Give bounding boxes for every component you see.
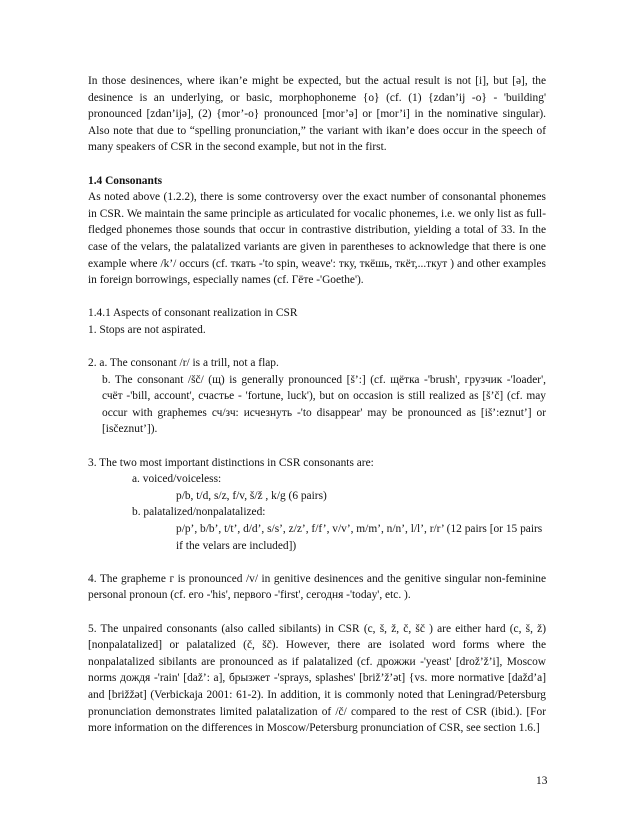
list-item-distinctions: 3. The two most important distinctions in CSR consonants are:: [88, 456, 374, 469]
distinction-voiced-pairs: p/b, t/d, s/z, f/v, š/ž , k/g (6 pairs): [176, 489, 327, 502]
page-body: [88, 73, 546, 737]
list-item-grapheme-g: 4. The grapheme г is pronounced /v/ in genitive desinences and the genitive singular non-feminine personal pronoun (cf. его -'his', первого -'first', сегодня -'today', etc. ).: [88, 572, 546, 602]
page-number: 13: [536, 775, 548, 787]
paragraph-ikane: In those desinences, where ikan’e might be expected, but the actual result is not [i], but [ə], the desinence is an underlying, or basic, morphophoneme {o} (cf. (1) {zdan’ij -o} - 'building' pronounced [zdan’ijə], (2) {mor’-o} pronounced [mor’ə] or [mor’i] in the nominative singular). Also note that due to “spelling pronunciation,” the variant with ikan’e does occur in the speech of many speakers of CSR in the second example, but not in the first.: [88, 75, 546, 154]
distinction-palatalized-pairs: p/p’, b/b’, t/t’, d/d’, s/s’, z/z’, f/f’, v/v’, m/m’, n/n’, l/l’, r/r’ (12 pairs [or 15 pairs if the velars are included]): [176, 523, 543, 552]
subsection-title: 1.4.1 Aspects of consonant realization in CSR: [88, 307, 298, 320]
list-item-trill: 2. a. The consonant /r/ is a trill, not a flap.: [88, 357, 279, 370]
list-item-shch: b. The consonant /šč/ (щ) is generally pronounced [š’:] (cf. щётка -'brush', грузчик -'loader', счёт -'bill, account', счастье - 'fortune, luck'), but on occasion is still realized as [š’č] (cf. may occur with graphemes сч/зч: исчезнуть -'to disappear' may be pronounced as [iš’:eznut’] or [isčeznut’]).: [102, 373, 546, 436]
distinction-voiced-label: a. voiced/voiceless:: [132, 473, 222, 486]
section-heading-consonants: 1.4 Consonants: [88, 174, 163, 187]
list-item-sibilants: 5. The unpaired consonants (also called sibilants) in CSR (c, š, ž, č, šč ) are either hard (c, š, ž) [nonpalatalized] or palatalized (č, šč). However, there are isolated word forms where the nonpalatalized sibilants are pronounced as if palatalized (cf. дрожжи -'yeast' [drož’ž’i], Moscow norms дождя -'rain' [daž’: a], брызжет -'sprays, splashes' [briž’ž’ət] {vs. more normative [dažd’a] and [brižžət] (Verbickaja 2001: 61-2). In addition, it is commonly noted that Leningrad/Petersburg pronunciation demonstrates limited palatalization of /č/ compared to the rest of CSR (ibid.). [For more information on the differences in Moscow/Petersburg pronunciation of CSR, see section 1.6.]: [88, 622, 546, 735]
list-item-stops: 1. Stops are not aspirated.: [88, 323, 206, 336]
paragraph-consonant-phonemes: As noted above (1.2.2), there is some controversy over the exact number of consonantal phonemes in CSR. We maintain the same principle as articulated for vocalic phonemes, i.e. we only list as full-fledged phonemes those sounds that occur in contrastive distribution, yielding a total of 33. In the case of the velars, the palatalized variants are given in parentheses to acknowledge that there is one example where /k’/ occurs (cf. ткать -'to spin, weave': тку, ткёшь, ткёт,...ткут ) and other examples in foreign borrowings, especially names (cf. Гёте -'Goethe').: [88, 191, 546, 287]
distinction-palatalized-label: b. palatalized/nonpalatalized:: [132, 506, 266, 519]
